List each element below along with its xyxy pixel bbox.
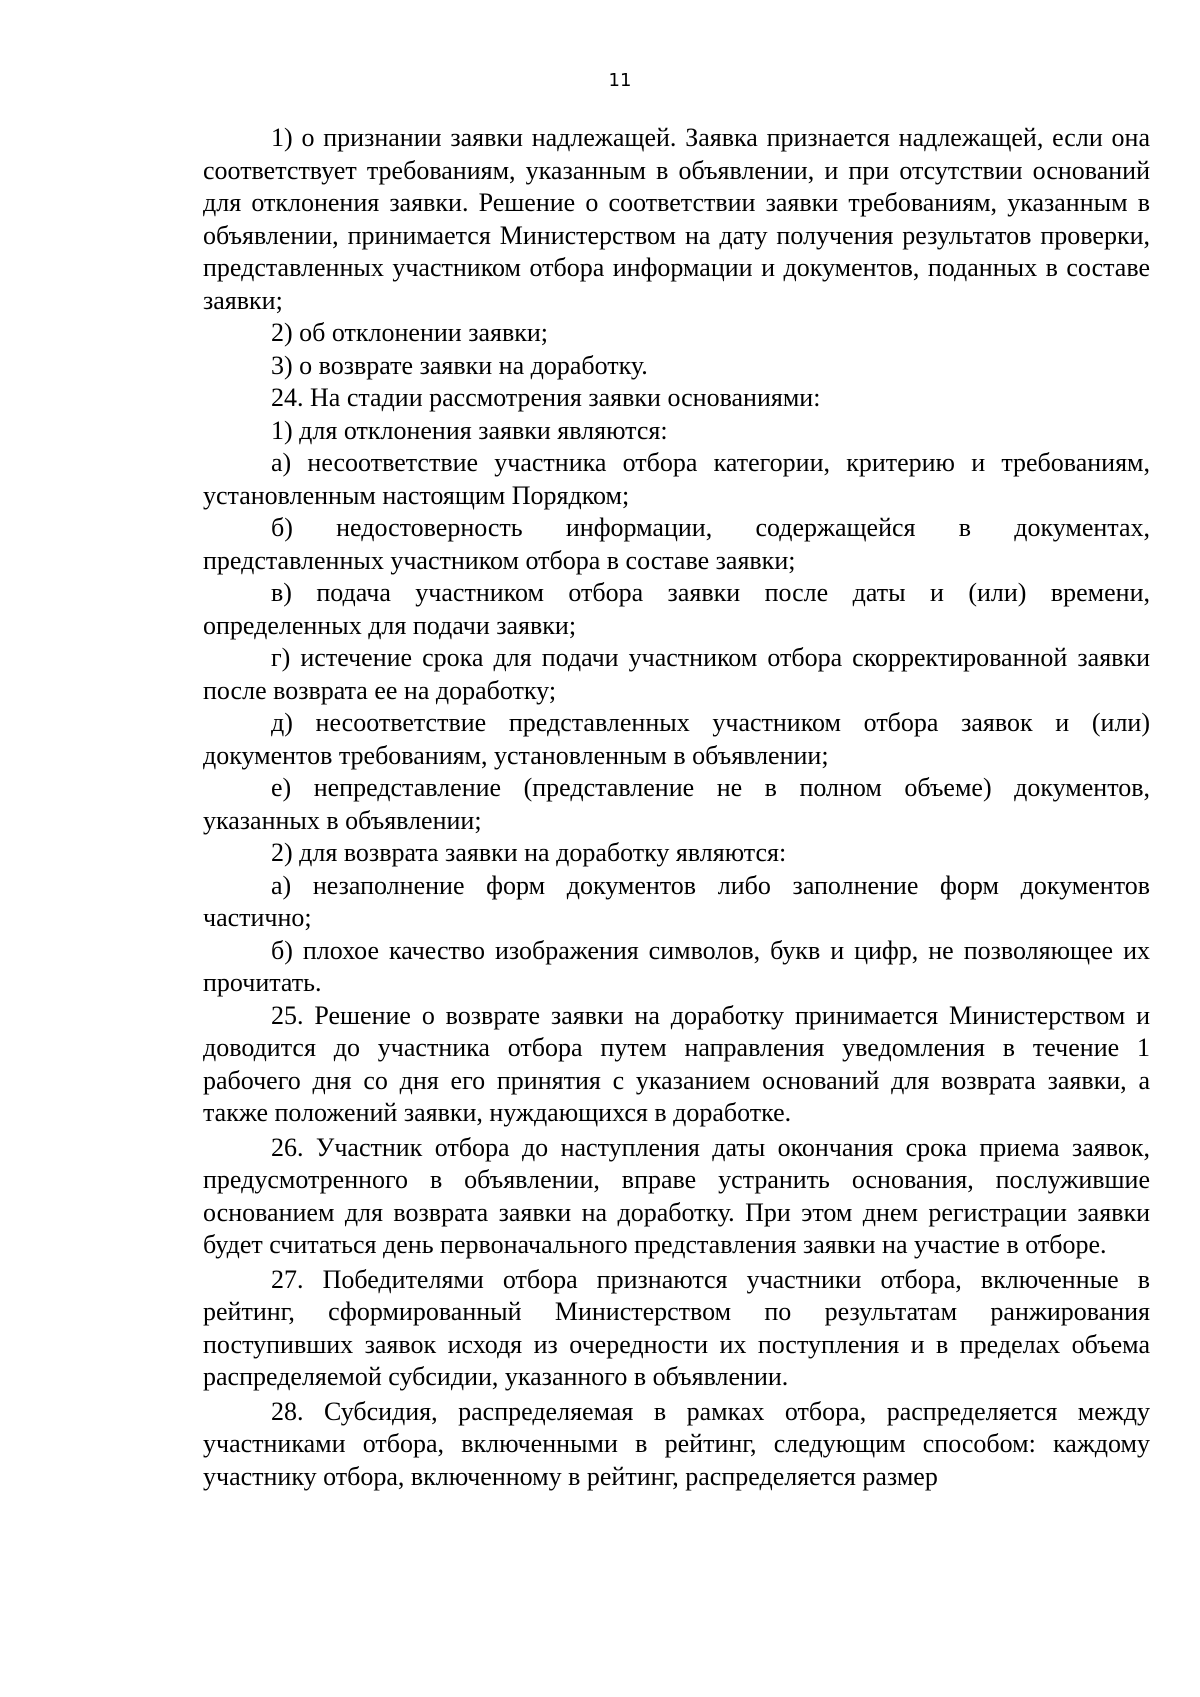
document-body bbox=[203, 122, 1150, 1493]
paragraph-24-2-a: а) незаполнение форм документов либо заполнение форм документов частично; bbox=[203, 870, 1150, 932]
paragraph-24-1-v: в) подача участником отбора заявки после даты и (или) времени, определенных для подачи заявки; bbox=[203, 578, 1150, 640]
paragraph-24-1: 1) для отклонения заявки являются: bbox=[271, 415, 668, 445]
paragraph-item-1-recognition: 1) о признании заявки надлежащей. Заявка признается надлежащей, если она соответствует требованиям, указанным в объявлении, и при отсутствии оснований для отклонения заявки. Решение о соответствии заявки требованиям, указанным в объявлении, принимается Министерством на дату получения результатов проверки, представленных участником отбора информации и документов, поданных в составе заявки; bbox=[203, 123, 1150, 315]
paragraph-24-2-b: б) плохое качество изображения символов, букв и цифр, не позволяющее их прочитать. bbox=[203, 935, 1150, 997]
paragraph-24-1-g: г) истечение срока для подачи участником отбора скорректированной заявки после возврата ее на доработку; bbox=[203, 643, 1150, 705]
paragraph-25: 25. Решение о возврате заявки на доработку принимается Министерством и доводится до участника отбора путем направления уведомления в течение 1 рабочего дня со дня его принятия с указанием оснований для возврата заявки, а также положений заявки, нуждающихся в доработке. bbox=[203, 1000, 1150, 1127]
paragraph-24-1-a: а) несоответствие участника отбора категории, критерию и требованиям, установленным настоящим Порядком; bbox=[203, 448, 1150, 510]
paragraph-item-3-return: 3) о возврате заявки на доработку. bbox=[271, 350, 648, 380]
paragraph-item-2-rejection: 2) об отклонении заявки; bbox=[271, 318, 549, 347]
paragraph-27: 27. Победителями отбора признаются участники отбора, включенные в рейтинг, сформированный Министерством по результатам ранжирования поступивших заявок исходя из очередности их поступления и в пределах объема распределяемой субсидии, указанного в объявлении. bbox=[203, 1264, 1150, 1391]
paragraph-24: 24. На стадии рассмотрения заявки основаниями: bbox=[271, 383, 821, 412]
paragraph-24-1-d: д) несоответствие представленных участником отбора заявок и (или) документов требованиям, установленным в объявлении; bbox=[203, 708, 1150, 770]
paragraph-24-2: 2) для возврата заявки на доработку являются: bbox=[271, 838, 787, 867]
paragraph-28: 28. Субсидия, распределяемая в рамках отбора, распределяется между участниками отбора, включенными в рейтинг, следующим способом: каждому участнику отбора, включенному в рейтинг, распределяется размер bbox=[203, 1396, 1150, 1491]
paragraph-24-1-e: е) непредставление (представление не в полном объеме) документов, указанных в объявлении; bbox=[203, 773, 1150, 835]
paragraph-26: 26. Участник отбора до наступления даты окончания срока приема заявок, предусмотренного в объявлении, вправе устранить основания, послужившие основанием для возврата заявки на доработку. При этом днем регистрации заявки будет считаться день первоначального представления заявки на участие в отборе. bbox=[203, 1132, 1150, 1259]
paragraph-24-1-b: б) недостоверность информации, содержащейся в документах, представленных участником отбора в составе заявки; bbox=[203, 513, 1150, 575]
page-number: 11 bbox=[608, 70, 632, 91]
